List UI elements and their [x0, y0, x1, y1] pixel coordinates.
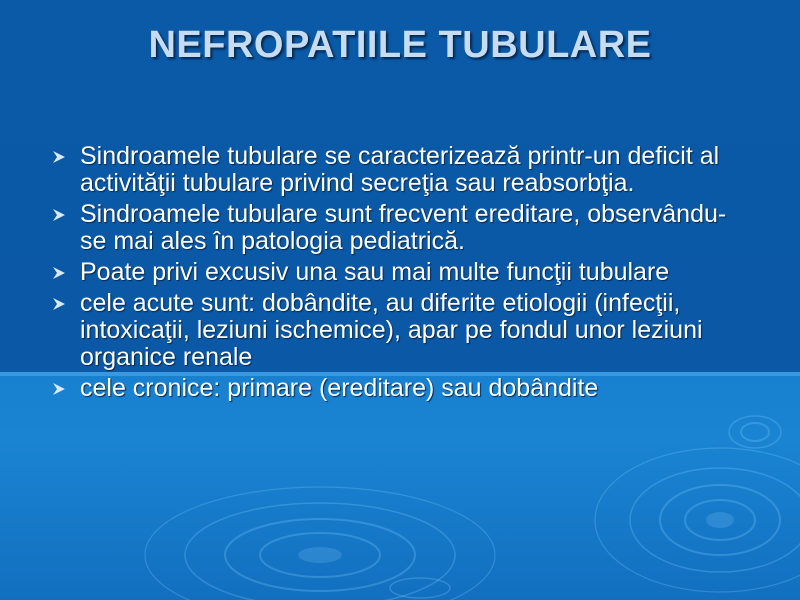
bullet-item: [50, 375, 750, 402]
bullet-list: [50, 143, 750, 406]
bullet-text: Sindroamele tubulare sunt frecvent ereditare, observându-se mai ales în patologia pediatrică.: [80, 200, 727, 255]
arrowhead-bullet-icon: [52, 266, 66, 280]
arrowhead-bullet-icon: [52, 297, 66, 311]
bullet-text: cele acute sunt: dobândite, au diferite etiologii (infecţii, intoxicaţii, leziuni ischemice), apar pe fondul unor leziuni organice renale: [80, 289, 703, 371]
bullet-text: Poate privi excusiv una sau mai multe funcţii tubulare: [80, 258, 670, 286]
bullet-text: cele cronice: primare (ereditare) sau dobândite: [80, 374, 599, 402]
bullet-item: [50, 143, 750, 197]
bullet-text: Sindroamele tubulare se caracterizează printr-un deficit al activităţii tubulare privind secreţia sau reabsorbţia.: [80, 142, 720, 197]
slide-title: NEFROPATIILE TUBULARE: [148, 24, 652, 66]
arrowhead-bullet-icon: [52, 382, 66, 396]
bullet-item: [50, 290, 750, 371]
bullet-item: [50, 259, 750, 286]
arrowhead-bullet-icon: [52, 208, 66, 222]
bullet-item: [50, 201, 750, 255]
arrowhead-bullet-icon: [52, 150, 66, 164]
